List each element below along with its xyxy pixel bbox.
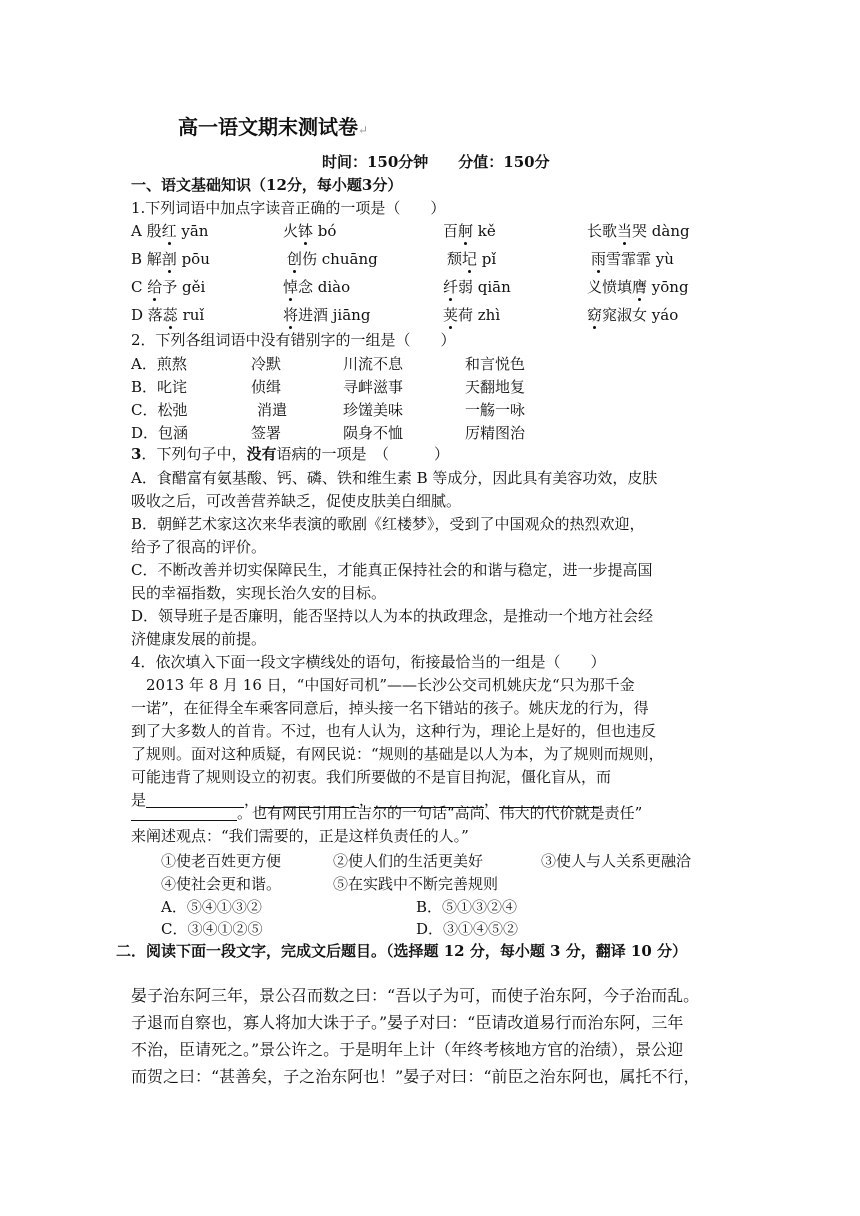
q2-cell: 天翻地复 bbox=[465, 378, 526, 396]
q1-a-3: 百舸 kě bbox=[443, 222, 496, 240]
q2-cell: B．叱诧 bbox=[131, 378, 188, 396]
q1-d-3: 荚荷 zhì bbox=[443, 306, 501, 324]
return-mark-icon: ↵ bbox=[358, 123, 369, 137]
q3-line: A．食醋富有氨基酸、钙、磷、铁和维生素 B 等成分，因此具有美容功效，皮肤 bbox=[131, 469, 658, 487]
q3-line: D．领导班子是否廉明，能否坚持以人为本的执政理念，是推动一个地方社会经 bbox=[131, 607, 654, 625]
q1-d-4: 窈窕淑女 yáo bbox=[587, 306, 679, 324]
q2-cell: 一觞一咏 bbox=[465, 401, 526, 419]
q4-blank-line: 是 ， ， ， bbox=[131, 790, 599, 810]
q2-cell: 川流不息 bbox=[343, 355, 404, 373]
q1-c-3: 纤弱 qiān bbox=[443, 278, 511, 296]
reading-line: 晏子治东阿三年，景公召而数之曰：“吾以子为可，而使子治东阿，今子治而乱。 bbox=[131, 986, 700, 1005]
q4-option: D．③①④⑤② bbox=[416, 920, 519, 938]
q4-item: ①使老百姓更方便 bbox=[161, 852, 282, 870]
reading-line: 不治，臣请死之。”景公许之。于是明年上计（年终考核地方官的治绩），景公迎 bbox=[131, 1040, 684, 1059]
q2-cell: 陨身不恤 bbox=[343, 424, 404, 442]
q1-a-4: 长歌当哭 dàng bbox=[587, 222, 690, 240]
q1-b-4: 雨雪霏霏 yù bbox=[591, 250, 674, 268]
q1-d-1: D 落蕊 ruǐ bbox=[131, 306, 205, 324]
q4-para-line: 了规则。面对这种质疑，有网民说：“规则的基础是以人为本，为了规则而规则， bbox=[131, 745, 664, 763]
q2-cell: 侦缉 bbox=[251, 378, 282, 396]
q2-cell: 冷默 bbox=[251, 355, 282, 373]
reading-line: 子退而自察也，寡人将加大诛于子。”晏子对曰：“臣请改道易行而治东阿，三年 bbox=[131, 1013, 684, 1032]
q2-cell: 签署 bbox=[251, 424, 282, 442]
q4-option: A．⑤④①③② bbox=[161, 898, 262, 916]
q4-option: B．⑤①③②④ bbox=[416, 898, 518, 916]
q2-cell: A．煎熬 bbox=[131, 355, 187, 373]
q4-option: C．③④①②⑤ bbox=[161, 920, 263, 938]
q4-blank-line-2: 。也有网民引用丘吉尔的一句话“高尚、伟大的代价就是责任” bbox=[131, 803, 642, 823]
q2-cell: C．松弛 bbox=[131, 401, 188, 419]
q2-cell: 寻衅滋事 bbox=[343, 378, 404, 396]
q2-cell: D．包涵 bbox=[131, 424, 189, 442]
q4-para-line: 到了大多数人的首肯。不过，也有人认为，这种行为，理论上是好的，但也违反 bbox=[131, 722, 657, 740]
q1-c-1: C 给予 gěi bbox=[131, 278, 206, 296]
q1-stem: 1.下列词语中加点字读音正确的一项是（ ） bbox=[131, 199, 446, 217]
q3-line: 民的幸福指数，实现长治久安的目标。 bbox=[131, 584, 387, 602]
q4-para-line: 2013 年 8 月 16 日，“中国好司机”——长沙公交司机姚庆龙“只为那千金 bbox=[131, 676, 635, 694]
q1-a-1: A 殷红 yān bbox=[131, 222, 209, 240]
q1-d-2: 将进酒 jiāng bbox=[283, 306, 371, 324]
q2-cell: 厉精图治 bbox=[465, 424, 526, 442]
q1-b-3: 颓圮 pǐ bbox=[447, 250, 497, 268]
section2-heading: 二．阅读下面一段文字，完成文后题目。（选择题 12 分，每小题 3 分，翻译 10 分） bbox=[116, 942, 688, 960]
q1-b-2: 创伤 chuāng bbox=[287, 250, 378, 268]
q2-cell: 和言悦色 bbox=[465, 355, 526, 373]
q4-para-line: 可能违背了规则设立的初衷。我们所要做的不是盲目拘泥，僵化盲从，而 bbox=[131, 768, 612, 786]
q4-item: ③使人与人关系更融洽 bbox=[541, 852, 692, 870]
q3-line: 给予了很高的评价。 bbox=[131, 538, 267, 556]
q4-item: ④使社会更和谐。 bbox=[161, 875, 282, 893]
reading-line: 而贺之曰：“甚善矣，子之治东阿也！”晏子对曰：“前臣之治东阿也，属托不行， bbox=[131, 1067, 700, 1086]
q1-b-1: B 解剖 pōu bbox=[131, 250, 210, 268]
q1-c-2: 悼念 diào bbox=[283, 278, 351, 296]
q4-item: ②使人们的生活更美好 bbox=[333, 852, 484, 870]
section1-heading: 一、语文基础知识（12分，每小题3分） bbox=[131, 176, 403, 194]
q3-line: 吸收之后，可改善营养缺乏，促使皮肤美白细腻。 bbox=[131, 492, 462, 510]
q1-c-4: 义愤填膺 yōng bbox=[587, 278, 689, 296]
q2-cell: 消遣 bbox=[257, 401, 288, 419]
exam-meta: 时间：150分钟 分值：150分 bbox=[322, 153, 550, 171]
answer-blank-5[interactable] bbox=[131, 804, 237, 821]
q3-line: 济健康发展的前提。 bbox=[131, 630, 267, 648]
q2-stem: 2．下列各组词语中没有错别字的一组是（ ） bbox=[131, 331, 456, 349]
q2-cell: 珍馐美味 bbox=[343, 401, 404, 419]
q4-para-line: 一诺”，在征得全车乘客同意后，掉头接一名下错站的孩子。姚庆龙的行为，得 bbox=[131, 699, 649, 717]
q1-a-2: 火钵 bó bbox=[283, 222, 337, 240]
q3-line: B．朝鲜艺术家这次来华表演的歌剧《红楼梦》，受到了中国观众的热烈欢迎， bbox=[131, 515, 645, 533]
q4-last-line: 来阐述观点：“我们需要的，正是这样负责任的人。” bbox=[131, 827, 469, 845]
q4-stem: 4．依次填入下面一段文字横线处的语句，衔接最恰当的一组是（ ） bbox=[131, 653, 606, 671]
exam-title: 高一语文期末测试卷↵ bbox=[178, 115, 369, 139]
q4-item: ⑤在实践中不断完善规则 bbox=[333, 875, 499, 893]
q3-stem: 3．下列句子中，没有语病的一项是 （ ） bbox=[131, 445, 449, 463]
q3-line: C．不断改善并切实保障民生，才能真正保持社会的和谐与稳定，进一步提高国 bbox=[131, 561, 653, 579]
